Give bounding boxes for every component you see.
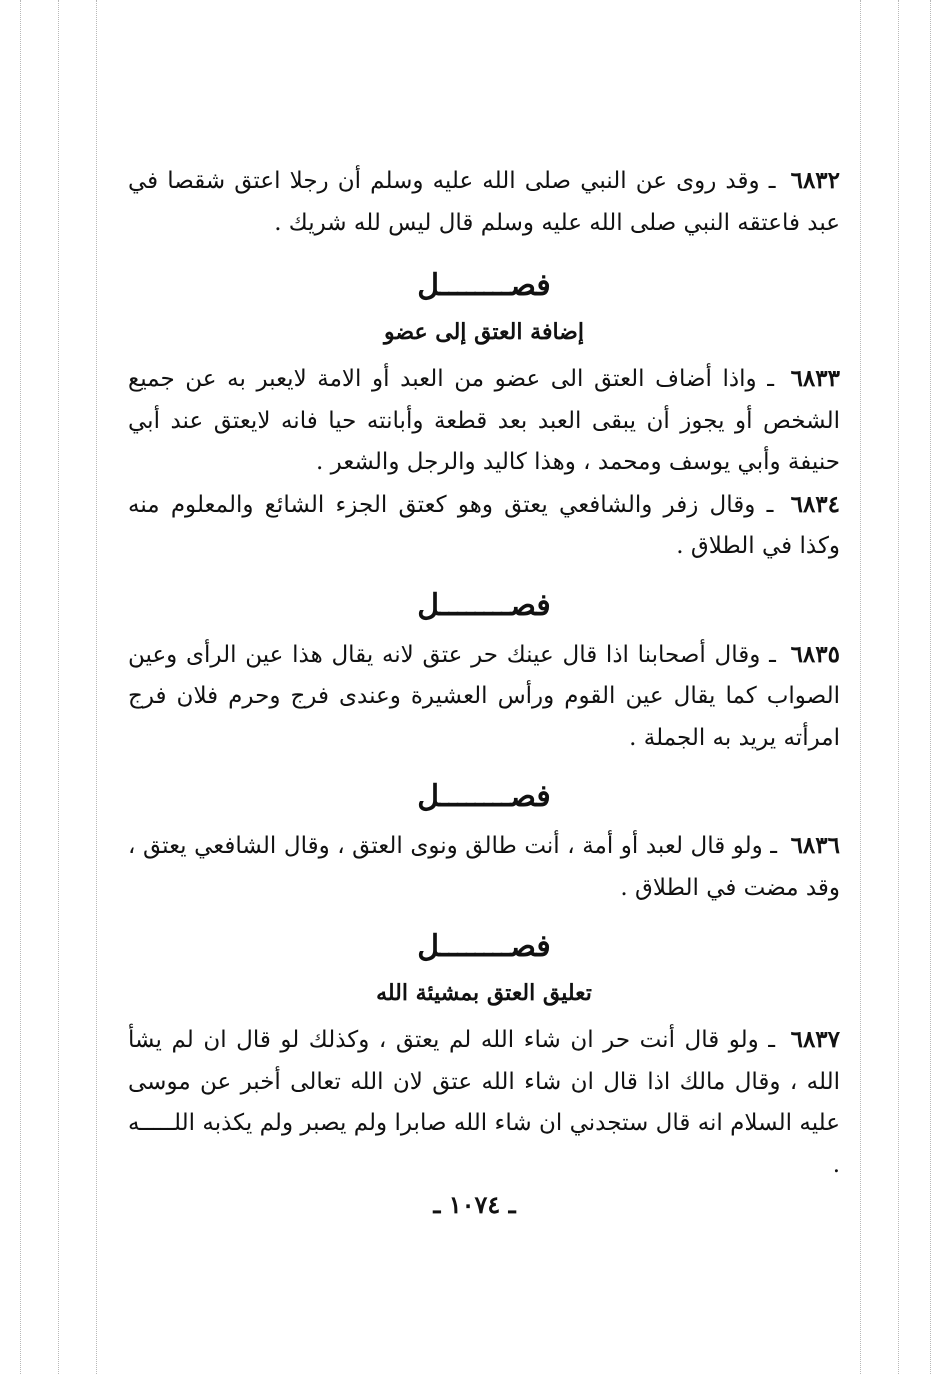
paragraph-text: ـ ولو قال لعبد أو أمة ، أنت طالق ونوى العتق ، وقال الشافعي يعتق ، وقد مضت في الطلاق .	[128, 833, 840, 901]
paragraph-number: ٦٨٣٧	[790, 1026, 841, 1053]
section-heading-fasl: فصــــــــل	[417, 779, 551, 814]
guide-line	[96, 0, 97, 1374]
paragraph-6837	[128, 1019, 840, 1186]
section-heading-fasl: فصــــــــل	[417, 587, 551, 623]
paragraph-number: ٦٨٣٤	[790, 490, 841, 518]
paragraph-number: ٦٨٣٦	[790, 832, 840, 859]
paragraph-number: ٦٨٣٢	[790, 167, 841, 194]
paragraph-6833	[128, 358, 840, 484]
page-body	[128, 160, 840, 1186]
guide-line	[898, 0, 899, 1374]
paragraph-number: ٦٨٣٣	[790, 365, 840, 392]
guide-line	[20, 0, 21, 1374]
guide-line	[930, 0, 931, 1374]
paragraph-6835	[128, 634, 840, 760]
section-subheading: تعليق العتق بمشيئة الله	[376, 980, 592, 1006]
paragraph-text: ـ وقال زفر والشافعي يعتق وهو كعتق الجزء الشائع والمعلوم منه وكذا في الطلاق .	[128, 491, 840, 559]
paragraph-text: ـ ولو قال أنت حر ان شاء الله لم يعتق ، وكذلك لو قال ان لم يشأ الله ، وقال مالك اذا قال ان شاء الله عتق لان الله تعالى أخبر عن موسى عليه السلام انه قال ستجدني ان شاء الله صابرا ولم يصبر ولم يكذبه اللـــــه .	[128, 1027, 840, 1178]
paragraph-number: ٦٨٣٥	[790, 640, 840, 668]
paragraph-text: ـ وقد روى عن النبي صلى الله عليه وسلم أن رجلا اعتق شقصا في عبد فاعتقه النبي صلى الله عليه وسلم قال ليس لله شريك .	[128, 168, 840, 236]
paragraph-6836	[128, 825, 840, 909]
paragraph-6832	[128, 160, 840, 244]
paragraph-6834	[128, 484, 840, 568]
paragraph-text: ـ واذا أضاف العتق الى عضو من العبد أو الامة لايعبر به عن جميع الشخص أو يجوز أن يبقى العبد بعد قطعة وأبانته حيا فانه لايعتق عند أبي حنيفة وأبي يوسف ومحمد ، وهذا كاليد والرجل والشعر .	[128, 366, 840, 475]
page-number: ـ ١٠٧٤ ـ	[433, 1190, 516, 1219]
guide-line	[58, 0, 59, 1374]
paragraph-text: ـ وقال أصحابنا اذا قال عينك حر عتق لانه يقال هذا عين الرأى وعين الصواب كما يقال عين القوم ورأس العشيرة وعندى فرج وحرم فلان فرج امرأته يريد به الجملة .	[128, 641, 840, 751]
section-heading-fasl: فصــــــــل	[417, 929, 551, 964]
section-heading-fasl: فصــــــــل	[417, 268, 551, 303]
guide-line	[860, 0, 861, 1374]
section-subheading: إضافة العتق إلى عضو	[384, 319, 584, 345]
